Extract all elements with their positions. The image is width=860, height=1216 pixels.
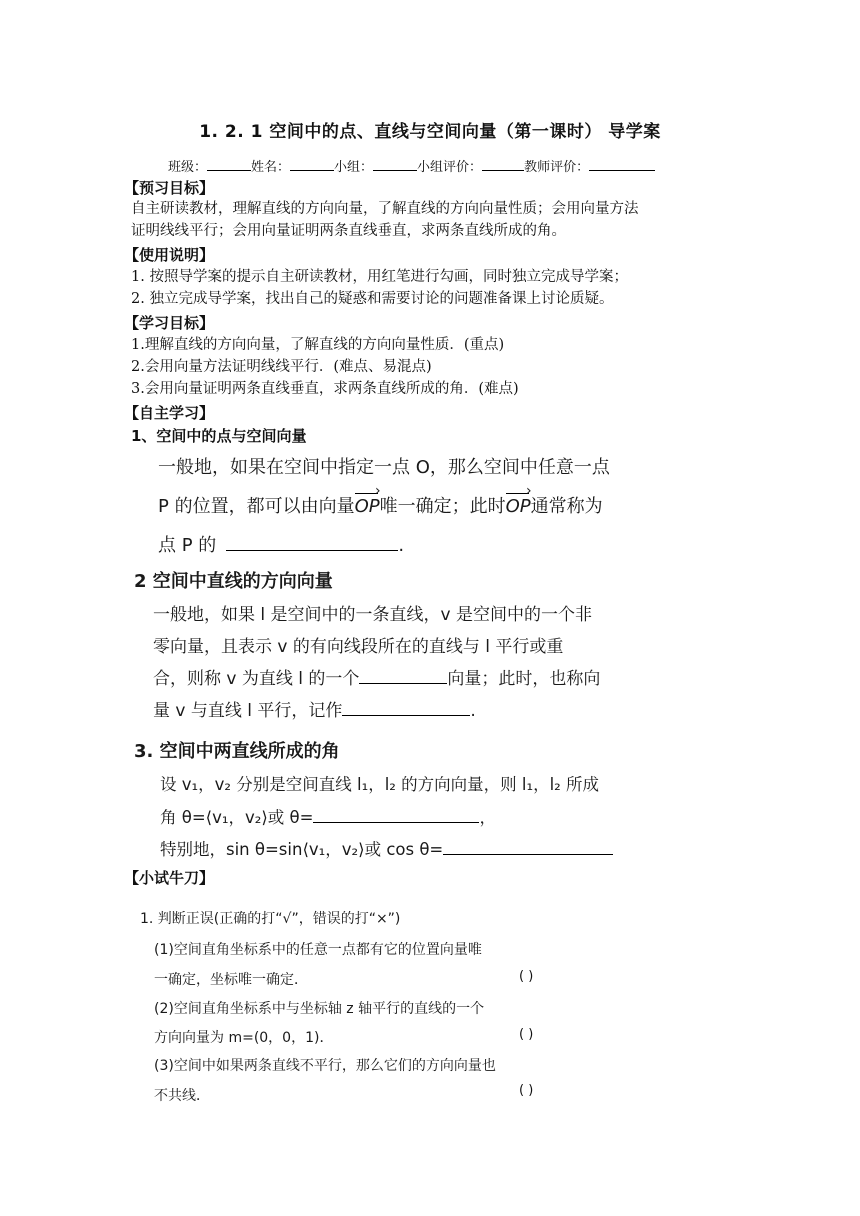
subsection-3-title: 3. 空间中两直线所成的角 [134, 741, 340, 762]
name-label: 姓名： [251, 160, 291, 175]
class-blank [207, 157, 251, 171]
vector-op-2: OP › [506, 496, 531, 517]
angle-blank [313, 806, 479, 823]
student-info-line [168, 156, 655, 175]
practice-q1-line2: 一确定，坐标唯一确定． [154, 972, 308, 988]
preview-heading: 【预习目标】 [124, 179, 215, 197]
preview-text-line2: 证明线线平行；会用向量证明两条直线垂直，求两条直线所成的角。 [131, 223, 566, 239]
usage-item-2: 2. 独立完成导学案，找出自己的疑惑和需要讨论的问题准备课上讨论质疑。 [131, 291, 614, 307]
group-eval-blank [482, 157, 524, 171]
class-label: 班级： [168, 160, 208, 175]
subsection-1-title: 1、空间中的点与空间向量 [131, 427, 307, 445]
parallel-notation-blank [342, 699, 470, 716]
goal-item-1: 1.理解直线的方向向量，了解直线的方向向量性质．(重点) [131, 337, 505, 353]
direction-vector-blank [359, 667, 447, 684]
self-study-heading: 【自主学习】 [124, 404, 215, 422]
practice-question-title: 1. 判断正误(正确的打“√”，错误的打“×”) [140, 911, 401, 927]
page-title: 1. 2. 1 空间中的点、直线与空间向量（第一课时） 导学案 [199, 122, 661, 142]
angle-text-b: 特别地，sin θ=sin⟨v₁，v₂⟩或 cos θ= [160, 840, 444, 859]
angle-text-a: 角 θ=⟨v₁，v₂⟩或 θ= [160, 808, 314, 827]
goals-heading: 【学习目标】 [124, 314, 215, 332]
usage-item-1: 1. 按照导学案的提示自主研读教材，用红笔进行勾画，同时独立完成导学案； [131, 269, 628, 285]
practice-q3-line2: 不共线． [154, 1088, 210, 1104]
point-vector-line2 [158, 492, 603, 518]
subsection-2-title: 2 空间中直线的方向向量 [134, 571, 333, 592]
direction-vector-text-c: 量 v 与直线 l 平行，记作 [153, 701, 343, 721]
direction-vector-line3 [153, 664, 600, 689]
angle-line1: 设 v₁，v₂ 分别是空间直线 l₁，l₂ 的方向向量，则 l₁，l₂ 所成 [160, 775, 600, 794]
direction-vector-text-b: 向量；此时，也称向 [447, 669, 601, 689]
cosine-blank [443, 838, 613, 855]
direction-vector-line2: 零向量，且表示 v 的有向线段所在的直线与 l 平行或重 [153, 637, 564, 657]
name-blank [290, 157, 334, 171]
direction-vector-period: . [470, 701, 476, 721]
q1-answer-parens: ( ) [519, 969, 534, 984]
goal-item-2: 2.会用向量方法证明线线平行．(难点、易混点) [131, 359, 432, 375]
direction-vector-line4 [153, 696, 476, 721]
preview-text-line1: 自主研读教材，理解直线的方向向量，了解直线的方向向量性质；会用向量方法 [131, 201, 639, 217]
goal-item-3: 3.会用向量证明两条直线垂直，求两条直线所成的角．(难点) [131, 381, 519, 397]
point-vector-text-a: P 的位置，都可以由向量 [158, 496, 355, 517]
group-eval-label: 小组评价： [417, 160, 483, 175]
practice-q3-line1: (3)空间中如果两条直线不平行，那么它们的方向向量也 [154, 1058, 496, 1074]
usage-heading: 【使用说明】 [124, 246, 215, 264]
vector-op-1: OP › [355, 496, 380, 517]
angle-comma: ， [479, 808, 496, 827]
q3-answer-parens: ( ) [519, 1083, 534, 1098]
practice-heading: 【小试牛刀】 [124, 869, 215, 887]
point-vector-period: . [398, 535, 405, 556]
angle-line2 [160, 804, 496, 828]
q2-answer-parens: ( ) [519, 1027, 534, 1042]
teacher-eval-blank [589, 157, 655, 171]
practice-q2-line2: 方向向量为 m=(0，0，1)． [154, 1030, 334, 1046]
practice-q2-line1: (2)空间直角坐标系中与坐标轴 z 轴平行的直线的一个 [154, 1001, 485, 1017]
point-vector-line3 [158, 531, 404, 557]
point-vector-text-b: 唯一确定；此时 [379, 496, 506, 517]
group-blank [373, 157, 417, 171]
direction-vector-text-a: 合，则称 v 为直线 l 的一个 [153, 669, 360, 689]
point-vector-line1: 一般地，如果在空间中指定一点 O，那么空间中任意一点 [158, 457, 610, 478]
position-vector-blank [226, 534, 398, 551]
point-vector-text-c: 通常称为 [530, 496, 603, 517]
teacher-eval-label: 教师评价： [524, 160, 590, 175]
group-label: 小组： [334, 160, 374, 175]
practice-q1-line1: (1)空间直角坐标系中的任意一点都有它的位置向量唯 [154, 942, 482, 958]
point-vector-text-d: 点 P 的 [158, 535, 217, 556]
angle-line3 [160, 836, 613, 860]
direction-vector-line1: 一般地，如果 l 是空间中的一条直线，v 是空间中的一个非 [153, 605, 592, 625]
